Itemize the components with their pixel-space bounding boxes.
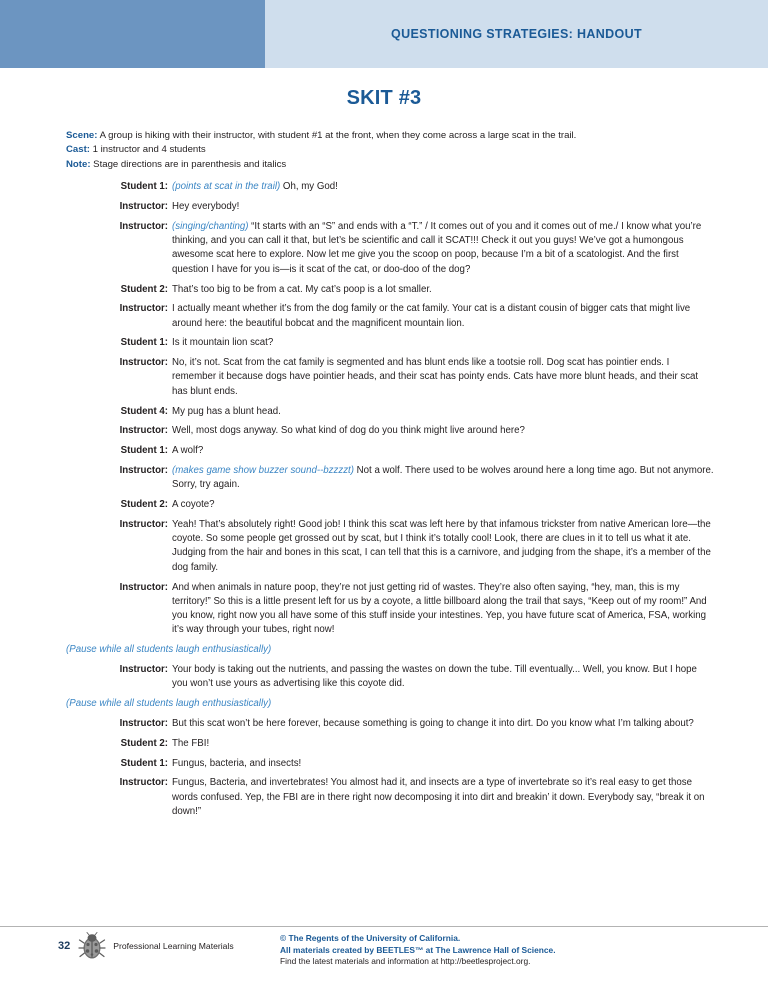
speech-body: Oh, my God! bbox=[280, 181, 338, 193]
speech-text bbox=[168, 498, 715, 512]
script-line bbox=[66, 444, 715, 458]
script-line bbox=[66, 663, 715, 692]
scene-meta-block bbox=[66, 129, 715, 172]
speech-text bbox=[168, 581, 715, 638]
speech-body: Your body is taking out the nutrients, and passing the wastes on down the tube. Till eventually... Well, you know. But I hope you won’t use yours as advertising like this coyote did. bbox=[172, 664, 697, 690]
speech-body: The FBI! bbox=[172, 737, 210, 749]
speech-body: A coyote? bbox=[172, 499, 215, 511]
inline-stage-direction: (makes game show buzzer sound--bzzzzt) bbox=[172, 464, 354, 476]
script-line bbox=[66, 200, 715, 214]
speech-text bbox=[168, 336, 715, 350]
script-line bbox=[66, 283, 715, 297]
speech-body: I actually meant whether it’s from the dog family or the cat family. Your cat is a distant cousin of bigger cats that might live around here: the beautiful bobcat and the magnificent mountain lion. bbox=[172, 303, 691, 329]
script-line bbox=[66, 498, 715, 512]
copyright-line-2: All materials created by BEETLES™ at The Lawrence Hall of Science. bbox=[280, 944, 556, 955]
speaker-label: Instructor: bbox=[119, 357, 168, 369]
speech-body: That’s too big to be from a cat. My cat’s poop is a lot smaller. bbox=[172, 283, 432, 295]
script-line bbox=[66, 757, 715, 771]
speaker-label: Instructor: bbox=[119, 201, 168, 213]
script-line bbox=[66, 717, 715, 731]
speaker-label: Instructor: bbox=[119, 581, 168, 593]
beetle-logo-icon bbox=[77, 932, 107, 960]
speech-text bbox=[168, 757, 715, 771]
speech-text bbox=[168, 180, 715, 194]
speaker-label: Instructor: bbox=[119, 220, 168, 232]
speech-text bbox=[168, 464, 715, 493]
speaker-label: Student 1: bbox=[120, 181, 168, 193]
meta-text-scene: A group is hiking with their instructor, with student #1 at the front, when they come across a large scat in the trail. bbox=[97, 130, 577, 141]
speech-text bbox=[168, 200, 715, 214]
speech-body: Well, most dogs anyway. So what kind of dog do you think might live around here? bbox=[172, 425, 525, 437]
speaker-label: Instructor: bbox=[119, 518, 168, 530]
speaker-label: Student 1: bbox=[120, 445, 168, 457]
speech-body: But this scat won’t be here forever, because something is going to change it into dirt. Do you know what I’m talking about? bbox=[172, 717, 694, 729]
inline-stage-direction: (points at scat in the trail) bbox=[172, 181, 281, 193]
stage-direction-line: (Pause while all students laugh enthusiastically) bbox=[66, 698, 272, 710]
script-line bbox=[66, 180, 715, 194]
speech-text bbox=[168, 424, 715, 438]
speech-body: Hey everybody! bbox=[172, 201, 240, 213]
script-line bbox=[66, 336, 715, 350]
script-line bbox=[66, 776, 715, 819]
script-line bbox=[66, 581, 715, 638]
meta-line-cast bbox=[66, 143, 715, 157]
speech-text bbox=[168, 302, 715, 331]
copyright-line-1: © The Regents of the University of California. bbox=[280, 933, 461, 943]
speaker-label: Instructor: bbox=[119, 425, 168, 437]
meta-line-note bbox=[66, 158, 715, 172]
speaker-label: Instructor: bbox=[119, 303, 168, 315]
meta-text-cast: 1 instructor and 4 students bbox=[90, 144, 206, 156]
script-line bbox=[66, 518, 715, 575]
document-body bbox=[0, 129, 768, 819]
speaker-label: Student 1: bbox=[120, 757, 168, 769]
meta-label-scene: Scene: bbox=[66, 130, 98, 141]
speech-text bbox=[168, 356, 715, 399]
copyright-line-3: Find the latest materials and information at http://beetlesproject.org. bbox=[280, 956, 531, 967]
meta-label-cast: Cast: bbox=[66, 144, 90, 156]
speech-body: Is it mountain lion scat? bbox=[172, 337, 274, 349]
speaker-label: Student 2: bbox=[120, 737, 168, 749]
speaker-label: Instructor: bbox=[119, 777, 168, 789]
footer-branding bbox=[0, 932, 280, 960]
speech-body: Fungus, Bacteria, and invertebrates! You almost had it, and insects are a type of invertebrate so it’s real easy to get those words confused. Yep, the FBI are in there right now decomposing it into dirt and breakin’ it down. Everybody say, “break it on down!” bbox=[172, 777, 705, 817]
meta-line-scene bbox=[66, 129, 715, 143]
script-line bbox=[66, 356, 715, 399]
script-line bbox=[66, 464, 715, 493]
speaker-label: Student 2: bbox=[120, 283, 168, 295]
page-number: 32 bbox=[58, 940, 71, 952]
speech-text bbox=[168, 663, 715, 692]
script-line bbox=[66, 424, 715, 438]
speech-body: No, it’s not. Scat from the cat family is segmented and has blunt ends like a tootsie roll. Dog scat has pointier ends. I remember it because dogs have pointier heads, and their scat has pointy ends. Cats have more blunt heads, and their scat has blunt ends. bbox=[172, 357, 699, 397]
script-line bbox=[66, 405, 715, 419]
speech-text bbox=[168, 737, 715, 751]
header-left-color-block bbox=[0, 0, 265, 68]
speaker-label: Student 4: bbox=[120, 405, 168, 417]
script-lines-container bbox=[66, 180, 715, 819]
page-title: SKIT #3 bbox=[346, 87, 422, 109]
speech-text bbox=[168, 220, 715, 277]
header-title: QUESTIONING STRATEGIES: HANDOUT bbox=[391, 27, 642, 41]
speaker-label: Student 2: bbox=[120, 499, 168, 511]
speech-body: My pug has a blunt head. bbox=[172, 405, 281, 417]
footer-divider bbox=[0, 926, 768, 927]
page-header bbox=[0, 0, 768, 68]
speech-body: Not a wolf. There used to be wolves around here a long time ago. But not anymore. Sorry, try again. bbox=[172, 464, 714, 491]
footer-copyright bbox=[280, 932, 556, 968]
speech-body: “It starts with an “S” and ends with a “T.” / It comes out of you and it comes out of me./ I know what you’re thinking, and you can call it that, but let’s be scientific and call it SCAT!!! Check it out you guys! We’ve got a humongous awesome scat here to explore. Now let me give you the scoop on poop, because I’m a bit of a scatologist. And the first question I have for you is—is it scat of the cat, or doo-doo of the dog? bbox=[172, 220, 702, 275]
page-footer bbox=[0, 932, 768, 968]
script-line bbox=[66, 302, 715, 331]
stage-direction-line: (Pause while all students laugh enthusiastically) bbox=[66, 644, 272, 656]
speech-text bbox=[168, 776, 715, 819]
speech-text bbox=[168, 444, 715, 458]
speaker-label: Instructor: bbox=[119, 717, 168, 729]
speech-text bbox=[168, 518, 715, 575]
speech-body: A wolf? bbox=[172, 445, 204, 457]
script-line bbox=[66, 737, 715, 751]
speech-body: And when animals in nature poop, they’re not just getting rid of wastes. They’re also often saying, “hey, man, this is my territory!” So this is a little present left for us by a coyote, a little billboard along the trail that says, “Keep out of my room!” And you know, right now you all have some of this stuff inside your intestines. Yep, you have future scat of America, FSA, working it’s way through your tubes, right now! bbox=[172, 581, 707, 636]
speech-text bbox=[168, 283, 715, 297]
speaker-label: Instructor: bbox=[119, 464, 168, 476]
speech-body: Yeah! That’s absolutely right! Good job! I think this scat was left here by that infamous trickster from native American lore—the coyote. So some people get grossed out by scat, but I think it’s totally cool! Look, there are clues in it to tell us what it ate. Judging from the hair and bones in this scat, I can tell that this is a carnivore, and judging from the shape, it’s a member of the dog family. bbox=[172, 518, 711, 573]
speech-text bbox=[168, 405, 715, 419]
program-label: Professional Learning Materials bbox=[113, 941, 234, 951]
speaker-label: Student 1: bbox=[120, 337, 168, 349]
meta-text-note: Stage directions are in parenthesis and italics bbox=[90, 158, 287, 170]
speaker-label: Instructor: bbox=[119, 664, 168, 676]
script-line bbox=[66, 220, 715, 277]
speech-text bbox=[168, 717, 715, 731]
speech-body: Fungus, bacteria, and insects! bbox=[172, 757, 302, 769]
inline-stage-direction: (singing/chanting) bbox=[172, 220, 249, 232]
meta-label-note: Note: bbox=[66, 158, 91, 170]
